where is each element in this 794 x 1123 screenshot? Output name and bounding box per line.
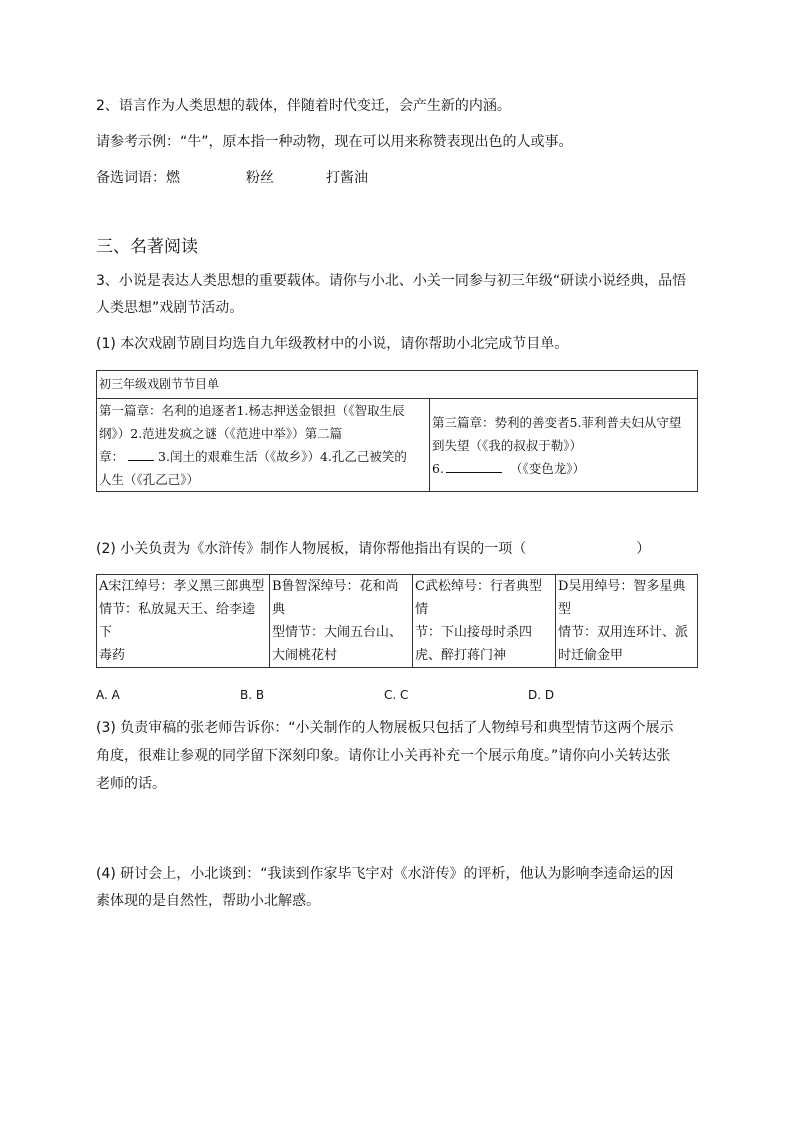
answer-blank-6[interactable] [446,458,502,473]
option-c[interactable]: C. C [384,688,409,702]
right-line-1: 第三篇章：势利的善变者5.菲利普夫妇从守望 [432,414,682,430]
program-right-cell [430,399,698,492]
character-cell-d: D吴用绰号：智多星典型 情节：双用连环计、派 时迁偷金甲 [556,575,698,668]
character-cell-b: B鲁智深绰号：花和尚典 型情节：大闹五台山、 大闹桃花村 [270,575,413,668]
word-3: 打酱油 [326,170,368,186]
word-1: 燃 [166,170,180,186]
left-line-1: 第一篇章：名利的追逐者1.杨志押送金银担（《智取生辰 [99,403,405,418]
option-b[interactable]: B. B [240,688,265,702]
q2-words [96,168,368,188]
option-a[interactable]: A. A [96,688,120,702]
q3-sub4-line1: (4) 研讨会上，小北谈到：“我读到作家毕飞宇对《水浒传》的评析，他认为影响李逵命运的因 [96,866,674,882]
word-2: 粉丝 [246,170,274,186]
program-table [96,370,698,492]
q3-sub1: (1) 本次戏剧节剧目均选自九年级教材中的小说，请你帮助小北完成节目单。 [96,336,569,352]
q3-sub3-line3: 老师的话。 [96,776,166,792]
right-line-3: 6. （《变色龙》） [432,457,695,480]
option-d[interactable]: D. D [528,688,555,702]
answer-blank-3[interactable] [128,446,154,461]
left-line-2: 纲》）2.范进发疯之谜（《范进中举》）第二篇 [99,426,343,441]
words-label: 备选词语： [96,170,166,186]
q3-sub3-line1: (3) 负责审稿的张老师告诉你：“小关制作的人物展板只包括了人物绰号和典型情节这两个展示 [96,720,674,736]
q2-line2: 请参考示例：“牛”，原本指一种动物，现在可以用来称赞表现出色的人或事。 [96,134,573,150]
q3-sub2: (2) 小关负责为《水浒传》制作人物展板，请你帮他指出有误的一项（ ） [96,541,651,557]
q3-sub3-line2: 角度，很难让参观的同学留下深刻印象。请你让小关再补充一个展示角度。”请你向小关转达张 [96,748,671,764]
q3-intro-line2: 人类思想”戏剧节活动。 [96,300,244,316]
q3-intro-line1: 3、小说是表达人类思想的重要载体。请你与小北、小关一同参与初三年级“研读小说经典，品悟 [96,273,687,289]
q2-line1: 2、语言作为人类思想的载体，伴随着时代变迁，会产生新的内涵。 [96,98,511,114]
program-table-header: 初三年级戏剧节节目单 [97,371,698,399]
q3-sub4-line2: 素体现的是自然性，帮助小北解惑。 [96,893,320,909]
character-table [96,574,698,668]
right-line-2: 到失望（《我的叔叔于勒》） [432,437,583,453]
character-cell-a: A宋江绰号：孝义黑三郎典型 情节：私放晁天王、给李逵下 毒药 [97,575,270,668]
left-line-3: 章： 3.闰土的艰难生活（《故乡》）4.孔乙己被笑的 [99,445,427,468]
left-line-4: 人生（《孔乙己》） [99,472,200,487]
program-left-cell [97,399,430,492]
character-cell-c: C武松绰号：行者典型情 节：下山接母时杀四 虎、醉打蒋门神 [413,575,556,668]
section-title: 三、名著阅读 [96,237,198,257]
